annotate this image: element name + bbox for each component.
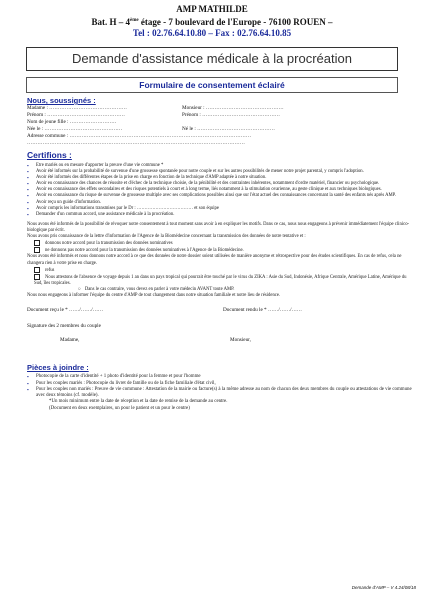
attachment-item: ▪ Pour les couples non mariés : Preuve de vie commune : Attestation de la mairie ou facture(s) à la même adresse au nom de chacun des deux membres du couple ou attestations de vie commune avec deux témoins (cf. modèle). <box>27 387 416 400</box>
attachment-item: ▪ Photocopie de la carte d'identité + 1 photo d'identité pour la femme et pour l'homme <box>27 374 416 380</box>
signature-madame[interactable]: Madame, <box>60 337 80 344</box>
certify-item: ▪ Etre mariés ou en mesure d'apporter la preuve d'une vie commune * <box>27 163 418 169</box>
option-refus[interactable]: refus <box>34 267 416 274</box>
document-subtitle: Formulaire de consentement éclairé <box>26 77 398 93</box>
signature-names <box>0 337 424 345</box>
prenom-femme-field[interactable]: Prénom : ……………………………………… <box>27 112 125 118</box>
document-title: Demande d'assistance médicale à la procréation <box>26 47 398 71</box>
revocation-paragraph: Nous avons été informés de la possibilité de révoquer notre consentement à tout moment sans avoir à en expliquer les motifs. Dans ce cas, nous nous engageons à prévenir immédiatement l'équipe clinico-biologique par écrit. <box>27 221 410 233</box>
checkbox[interactable] <box>34 240 40 246</box>
option-refuse-transmission[interactable]: ne donnons pas notre accord pour la transmission des données nominatives à l'Agence de la Biomédecine. <box>34 247 416 254</box>
attachment-note: *Un mois minimum entre la date de réception et la date de remise de la demande au centre. <box>49 399 228 405</box>
certify-heading: Certifions : <box>27 150 72 160</box>
certify-item: ▪ Avoir été informés des différentes étapes de la prise en charge en fonction de la technique d'AMP adaptée à notre situation. <box>27 175 418 181</box>
research-paragraph: Nous avons été informés et nous donnons notre accord à ce que des données de notre dossier soient utilisées de manière anonyme et rétrospective pour des études scientifiques. En cas de refus, cela ne changera rien à votre prise en charge. <box>27 254 402 266</box>
letterhead <box>0 0 424 39</box>
address-line-2[interactable]: ……………………………………………………………………………………………………………… <box>27 140 245 146</box>
signature-label: Signature des 2 membres du couple <box>27 323 101 330</box>
madame-field[interactable]: Madame : ……………………………………… <box>27 105 127 111</box>
change-notice-paragraph: Nous nous engageons à informer l'équipe du centre d'AMP de tout changement dans notre situation familiale et notre lieu de résidence. <box>27 293 281 299</box>
option-consent-transmission[interactable]: donnons notre accord pour la transmission des données nominatives <box>34 240 416 247</box>
attachment-note: (Document en deux exemplaires, un pour le patient et un pour le centre) <box>49 405 190 411</box>
identity-heading: Nous, soussignés : <box>27 96 96 105</box>
monsieur-field[interactable]: Monsieur : ……………………………………… <box>182 105 284 111</box>
certify-item: ▪ Avoir eu connaissance des effets secondaires et des risques potentiels à court et à long terme, liés notamment à la stimulation ovarienne, au geste clinique et aux techniques biologiques. <box>27 187 418 193</box>
certify-item: ▪ Avoir eu connaissance du risque de survenue de grossesse multiple avec ses complications possibles ainsi que sur l'état actuel des connaissances concernant la santé des enfants nés après AMP. <box>27 193 418 199</box>
option-zika[interactable]: Nous attestons de l'absence de voyage depuis 1 an dans un pays tropical qui pourrait être touché par le virus du ZIKA : Asie du Sud, Indonésie, Afrique Centrale, Amérique Latine, Amérique du Sud, îles tropicales. <box>34 274 407 286</box>
certify-item: ▪ Avoir compris les informations transmises par le Dr : ……………………………… et son équipe <box>27 206 418 212</box>
certify-item: ▪ Avoir été informés sur la probabilité de survenue d'une grossesse spontanée pour notre couple et sur les autres possibilités de mener notre projet parental, y compris l'adoption. <box>27 169 418 175</box>
certify-item: ▪ Demander d'un commun accord, une assistance médicale à la procréation. <box>27 212 418 218</box>
version-footer: Demande d'AMP – V 4.24/08/18 <box>351 585 416 590</box>
org-phone: Tel : 02.76.64.10.80 – Fax : 02.76.64.10.85 <box>132 28 292 38</box>
address-field[interactable]: Adresse commune : …………………………………………………………………………………………… <box>27 133 252 139</box>
maiden-name-field[interactable]: Nom de jeune fille : ……………………… <box>27 119 117 125</box>
certify-item: ▪ Avoir reçu un guide d'information. <box>27 200 418 206</box>
birthdate-homme-field[interactable]: Né le : ……………………………………… <box>182 126 275 132</box>
org-name: AMP MATHILDE <box>176 4 248 14</box>
received-date-field[interactable]: Document reçu le * ……/……/…… <box>27 307 104 314</box>
birthdate-femme-field[interactable]: Née le : ……………………………………… <box>27 126 123 132</box>
signature-monsieur[interactable]: Monsieur, <box>230 337 251 344</box>
checkbox[interactable] <box>34 274 40 280</box>
prenom-homme-field[interactable]: Prénom : ……………………………………… <box>182 112 280 118</box>
returned-date-field[interactable]: Document rendu le * ……/……/…… <box>223 307 302 314</box>
org-address: Bat. H – 4ème étage - 7 boulevard de l'Europe - 76100 ROUEN – <box>91 17 333 27</box>
data-transmission-paragraph: Nous avons pris connaissance de la lettre d'information de l'Agence de la Biomédecine concernant la transmission des données de notre tentative et : <box>27 234 306 240</box>
checkbox[interactable] <box>34 267 40 273</box>
certify-item: ▪ Avoir eu connaissance des chances de réussite et d'échec de la technique choisie, de la pénibilité et des contraintes inhérentes, notamment d'ordre matériel, financier ou psychologique. <box>27 181 418 187</box>
certify-list <box>27 163 418 218</box>
attachments-list <box>27 374 416 412</box>
zika-note: ○ Dans le cas contraire, vous devez en parler à votre médecin AVANT toute AMP. <box>78 287 235 293</box>
checkbox[interactable] <box>34 247 40 253</box>
document-dates <box>27 307 424 315</box>
attachments-heading: Pièces à joindre : <box>27 363 89 373</box>
attachment-item: ▪ Pour les couples mariés : Photocopie du livret de famille ou de la fiche familiale d'état civil, <box>27 381 416 387</box>
identity-fields <box>27 105 424 147</box>
